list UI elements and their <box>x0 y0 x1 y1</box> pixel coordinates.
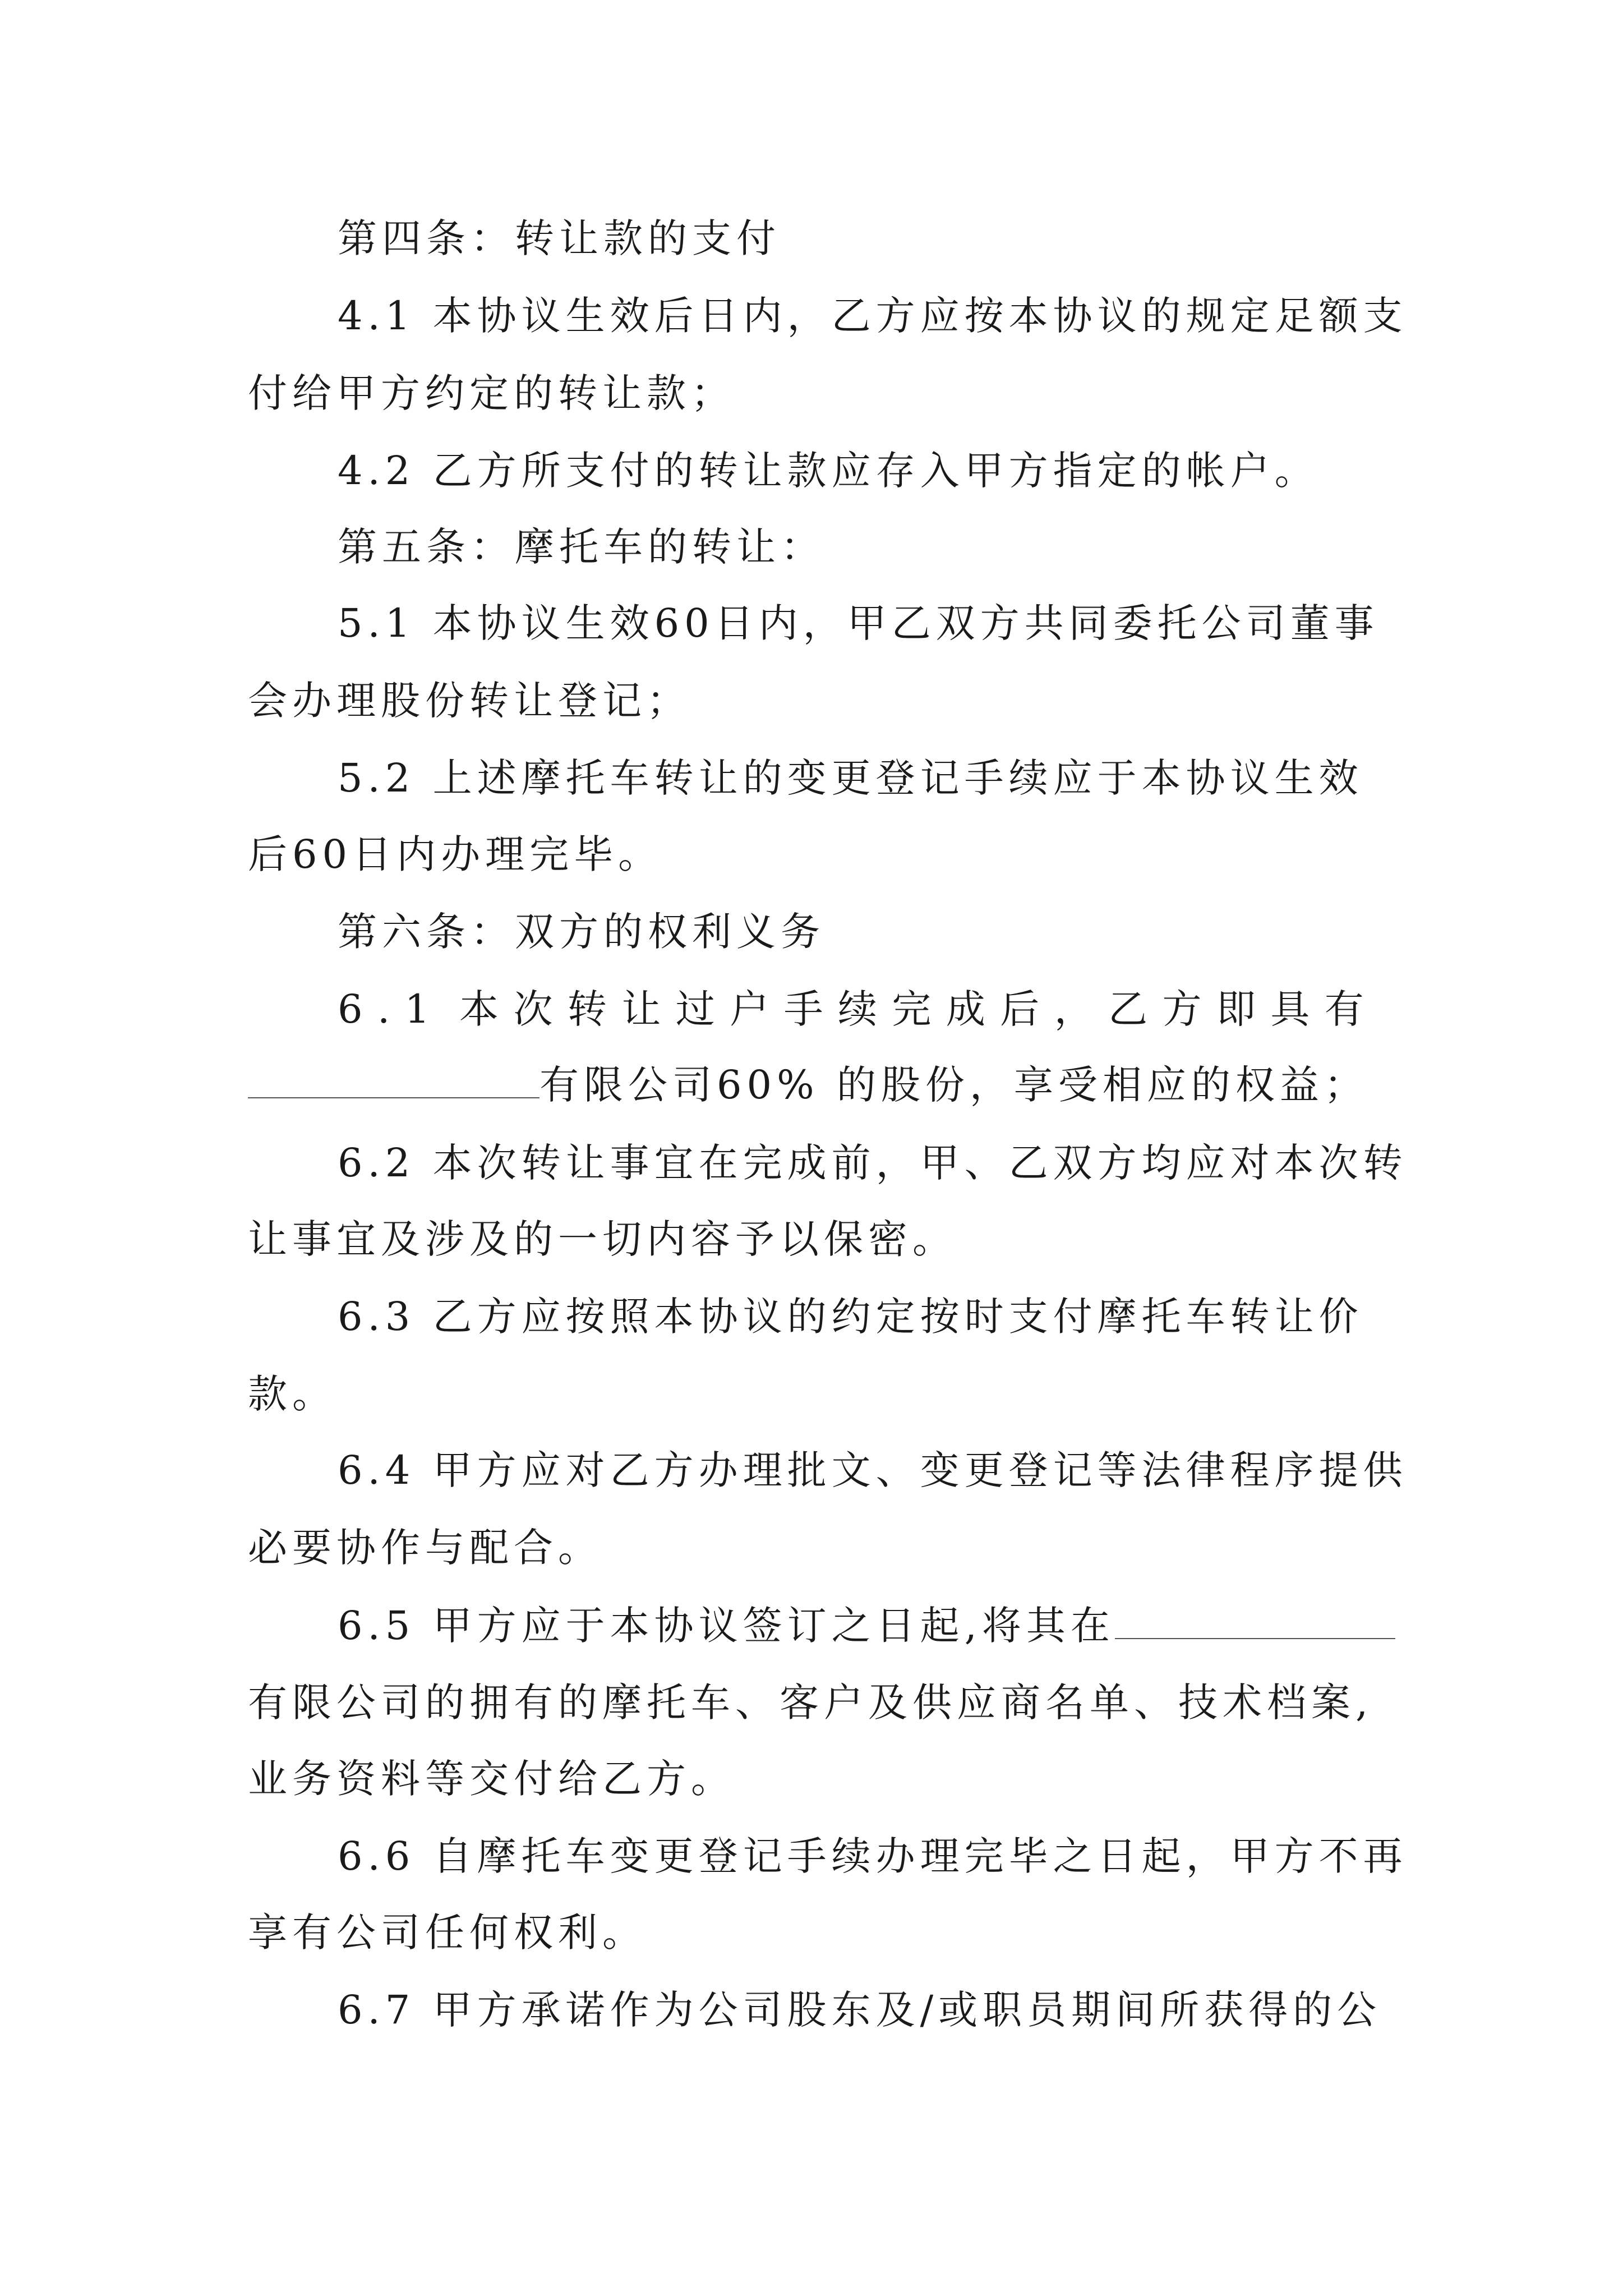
clause-6-2-line-2: 让事宜及涉及的一切内容予以保密。 <box>248 1216 957 1262</box>
clause-6-4-line-2: 必要协作与配合。 <box>248 1525 602 1571</box>
clause-6-5-text: 6.5 甲方应于本协议签订之日起,将其在 <box>338 1603 1115 1649</box>
clause-6-5-line-2: 有限公司的拥有的摩托车、客户及供应商名单、技术档案, <box>248 1680 1373 1726</box>
clause-6-1-text-2: 有限公司60% 的股份，享受相应的权益； <box>540 1062 1368 1108</box>
clause-6-1-text: 6 . 1 本 次 转 让 过 户 手 续 完 成 后 ， 乙 方 即 具 有 <box>338 986 1364 1032</box>
clause-6-1-line-1 <box>338 984 1364 1034</box>
company-name-blank[interactable] <box>248 1059 540 1098</box>
clause-6-6-line-2: 享有公司任何权利。 <box>248 1910 647 1955</box>
article-5-heading: 第五条：摩托车的转让： <box>338 524 825 570</box>
clause-4-1-line-2: 付给甲方约定的转让款； <box>248 370 735 416</box>
article-4-heading: 第四条：转让款的支付 <box>338 215 781 261</box>
article-6-heading: 第六条：双方的权利义务 <box>338 909 825 955</box>
clause-6-3-line-2: 款。 <box>248 1371 336 1417</box>
clause-6-3-line-1: 6.3 乙方应按照本协议的约定按时支付摩托车转让价 <box>338 1294 1363 1340</box>
clause-5-2-line-1: 5.2 上述摩托车转让的变更登记手续应于本协议生效 <box>338 755 1363 801</box>
clause-5-1-line-2: 会办理股份转让登记； <box>248 678 691 724</box>
company-blank-2[interactable] <box>1115 1600 1395 1639</box>
clause-4-2: 4.2 乙方所支付的转让款应存入甲方指定的帐户。 <box>338 448 1319 494</box>
clause-6-4-line-1: 6.4 甲方应对乙方办理批文、变更登记等法律程序提供 <box>338 1447 1408 1493</box>
clause-6-5-line-1 <box>338 1600 1395 1651</box>
clause-6-7-line-1: 6.7 甲方承诺作为公司股东及/或职员期间所获得的公 <box>338 1987 1382 2033</box>
clause-4-1-line-1: 4.1 本协议生效后日内，乙方应按本协议的规定足额支 <box>338 293 1408 339</box>
clause-6-5-line-3: 业务资料等交付给乙方。 <box>248 1756 735 1802</box>
clause-6-6-line-1: 6.6 自摩托车变更登记手续办理完毕之日起，甲方不再 <box>338 1833 1408 1879</box>
clause-5-2-line-2: 后60日内办理完毕。 <box>248 831 663 877</box>
clause-5-1-line-1: 5.1 本协议生效60日内，甲乙双方共同委托公司董事 <box>338 600 1379 646</box>
clause-6-2-line-1: 6.2 本次转让事宜在完成前，甲、乙双方均应对本次转 <box>338 1140 1408 1186</box>
clause-6-1-line-2 <box>248 1059 1368 1110</box>
